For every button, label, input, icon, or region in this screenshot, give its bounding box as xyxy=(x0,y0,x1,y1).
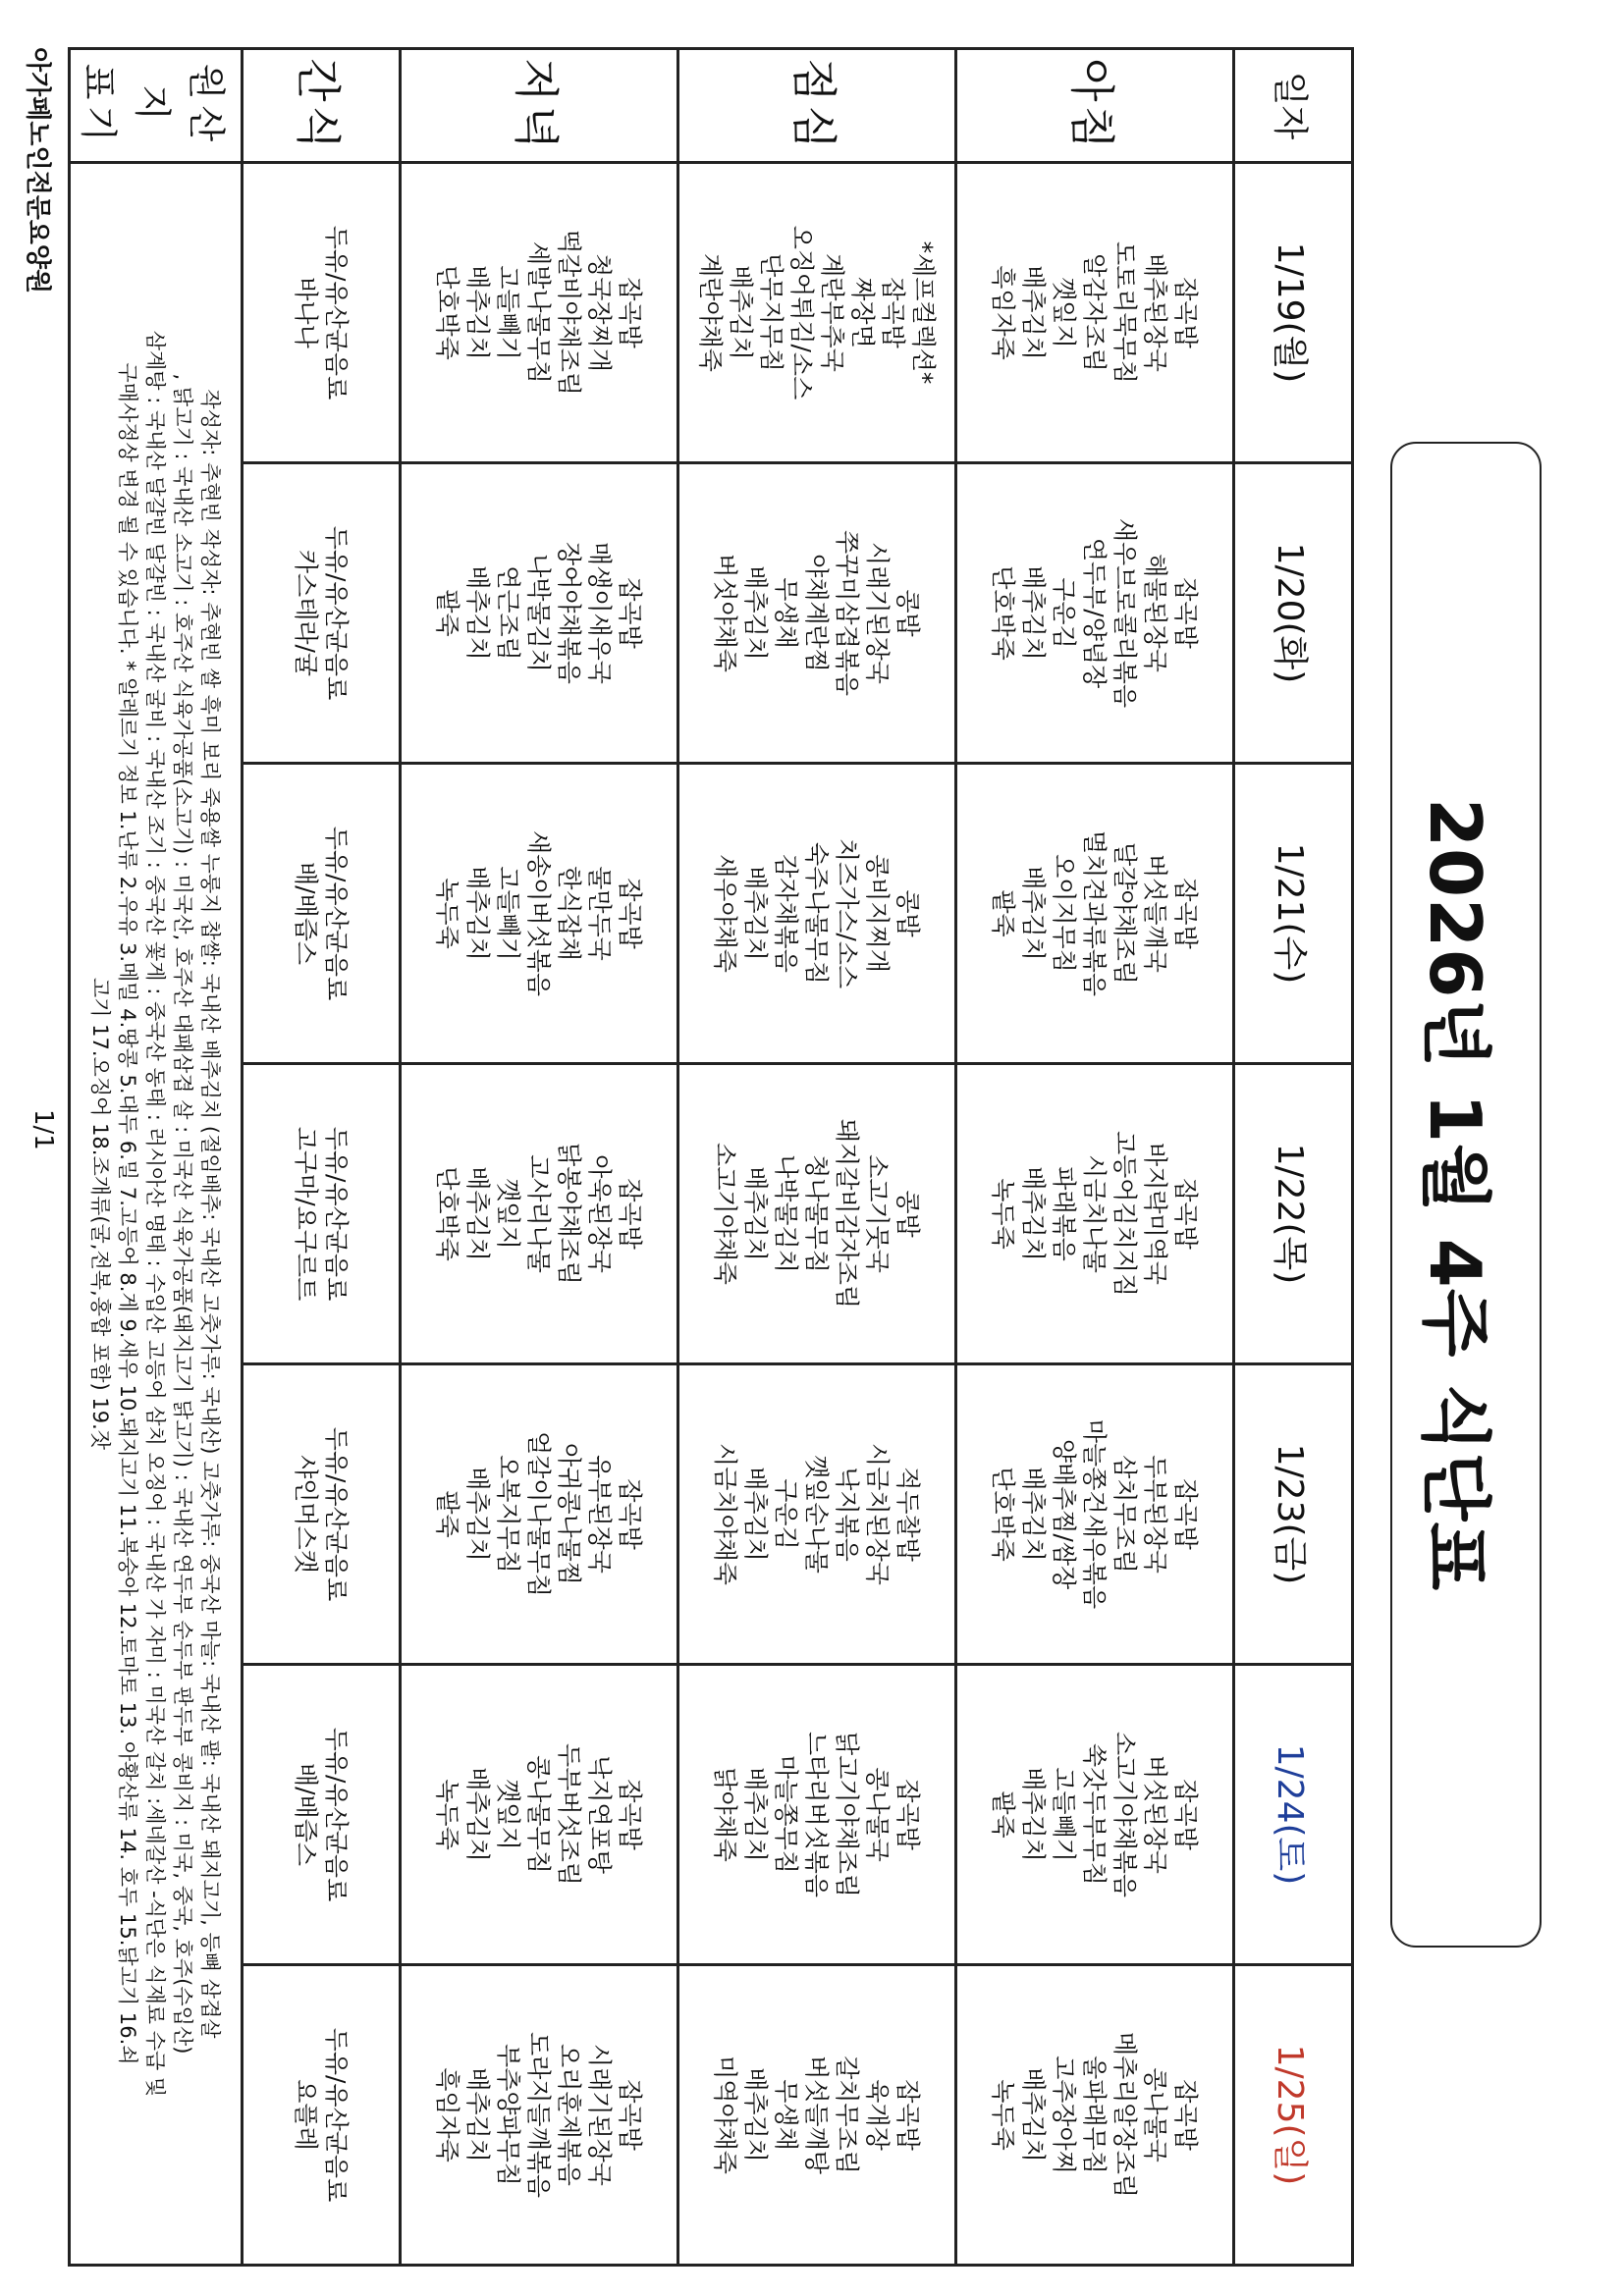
menu-item: 나박물김치 xyxy=(772,1154,801,1273)
menu-item: 오징어튀김/소스 xyxy=(787,225,816,400)
menu-item: 단호박죽 xyxy=(433,265,462,360)
menu-item: 해물된장국 xyxy=(1141,554,1170,672)
menu-item: 두부버섯조림 xyxy=(555,1743,584,1886)
menu-item: 잡곡밥 xyxy=(1171,1178,1201,1250)
menu-item: 시금치나물 xyxy=(1080,1154,1110,1273)
menu-item: 마늘쫑무침 xyxy=(772,1755,801,1874)
menu-cell xyxy=(678,1364,956,1665)
menu-item: 새우브로콜리볶음 xyxy=(1110,517,1140,709)
menu-item: 오리훈제볶음 xyxy=(555,2044,584,2186)
menu-cell xyxy=(401,1665,678,1965)
menu-item: 울파래무침 xyxy=(1080,2056,1110,2174)
menu-item: 고들빼기 xyxy=(1050,1767,1079,1862)
menu-item: 연두부/양념장 xyxy=(1080,537,1110,689)
menu-item: 잡곡밥 xyxy=(616,878,645,949)
snack-item: 바나나 xyxy=(292,277,320,348)
menu-item: 구운김 xyxy=(1050,577,1079,649)
menu-item: 배추김치 xyxy=(1019,565,1049,661)
menu-item: 팥죽 xyxy=(989,1790,1018,1839)
menu-item: 배추김치 xyxy=(463,866,493,961)
menu-item: 고추장아찌 xyxy=(1050,2056,1079,2174)
snack-item: 카스테라/귤 xyxy=(292,549,320,677)
menu-item: 녹두죽 xyxy=(433,878,462,949)
menu-item: 마늘쫑건새우볶음 xyxy=(1080,1418,1110,1610)
menu-item: 오이지무침 xyxy=(1050,854,1079,973)
menu-item: 콩밥 xyxy=(893,589,923,637)
menu-item: 단호박죽 xyxy=(989,565,1018,661)
menu-item: 육개장 xyxy=(863,2079,893,2151)
menu-item: 닭야채죽 xyxy=(711,1767,740,1862)
menu-item: 새우야채죽 xyxy=(711,854,740,973)
menu-cell xyxy=(678,1665,956,1965)
snack-cell xyxy=(243,1064,401,1364)
menu-item: 잡곡밥 xyxy=(616,1178,645,1250)
menu-cell xyxy=(401,1064,678,1364)
meal-label: 저녁 xyxy=(401,49,678,163)
menu-item: 콩비지찌개 xyxy=(863,854,893,973)
menu-item: 소고기야채죽 xyxy=(711,1143,740,1285)
menu-item: 달걀야채조림 xyxy=(1110,842,1140,985)
menu-item: 시래기된장국 xyxy=(585,2044,615,2186)
origin-line: 작성자: 추현빈 작성자: 추현빈 쌀 흑미 보리 죽용쌀 누룽지 찹쌀: 국내산 배추김치 (절임배추: 국내산 고춧가루: 국내산) 고춧가루: 중국산 마늘: 국내산 팥: 국내산 돼지고기, 등뼈 삼겹살 xyxy=(198,389,223,2039)
snack-item: 두유/유산균음료 xyxy=(322,1426,351,1602)
snack-cell xyxy=(243,163,401,463)
snack-cell xyxy=(243,1665,401,1965)
menu-item: 소고기뭇국 xyxy=(863,1154,893,1273)
menu-item: 배추김치 xyxy=(1019,2067,1049,2163)
menu-item: 미역야채죽 xyxy=(711,2056,740,2174)
origin-notes xyxy=(70,163,243,2266)
menu-item: 버섯들깨탕 xyxy=(802,2056,832,2174)
menu-cell xyxy=(678,764,956,1064)
menu-cell xyxy=(956,1364,1234,1665)
menu-cell xyxy=(401,1965,678,2266)
menu-item: 고들빼기 xyxy=(494,866,523,961)
menu-cell xyxy=(956,1064,1234,1364)
meal-row xyxy=(401,49,678,2266)
menu-item: 물만두국 xyxy=(585,866,615,961)
menu-item: 잡곡밥 xyxy=(1171,1478,1201,1550)
menu-item: 버섯된장국 xyxy=(1141,1755,1170,1874)
menu-item: 배추김치 xyxy=(741,866,771,961)
menu-item: 배추김치 xyxy=(463,2067,493,2163)
menu-item: 잡곡밥 xyxy=(893,2079,923,2151)
menu-item: 멸치견과류볶음 xyxy=(1080,829,1110,997)
menu-item: 적두찰밥 xyxy=(893,1467,923,1562)
day-header: 1/25(일) xyxy=(1234,1965,1353,2266)
menu-item: 청국장찌개 xyxy=(585,253,615,372)
menu-item: 두부된장국 xyxy=(1141,1455,1170,1574)
snack-label: 간식 xyxy=(243,49,401,163)
menu-item: 흑임자죽 xyxy=(989,265,1018,360)
menu-item: 돼지갈비감자조림 xyxy=(833,1118,862,1309)
menu-item: 쑥갓두부무침 xyxy=(1080,1743,1110,1886)
snack-item: 배/배즙스 xyxy=(292,861,320,966)
menu-item: 숙주나물무침 xyxy=(802,842,832,985)
snack-cell xyxy=(243,1364,401,1665)
snack-item: 두유/유산균음료 xyxy=(322,826,351,1001)
menu-item: 배추김치 xyxy=(1019,265,1049,360)
menu-item: 잡곡밥 xyxy=(616,577,645,649)
menu-item: 메추리알장조림 xyxy=(1110,2031,1140,2199)
menu-item: 배추김치 xyxy=(1019,1467,1049,1562)
snack-item: 두유/유산균음료 xyxy=(322,1727,351,1902)
menu-item: 콩나물국 xyxy=(863,1767,893,1862)
snack-item: 두유/유산균음료 xyxy=(322,1126,351,1302)
menu-item: 깻잎지 xyxy=(494,1779,523,1850)
menu-item: 잡곡밥 xyxy=(1171,2079,1201,2151)
menu-cell xyxy=(678,1965,956,2266)
snack-item: 배/배즙스 xyxy=(292,1762,320,1867)
menu-item: 잡곡밥 xyxy=(616,2079,645,2151)
menu-item: 팥죽 xyxy=(433,589,462,637)
menu-item: *세프컬렉션* xyxy=(909,240,938,385)
menu-item: 도라지들깨볶음 xyxy=(524,2031,554,2199)
day-header: 1/23(금) xyxy=(1234,1364,1353,1665)
menu-item: 시금치된장국 xyxy=(863,1443,893,1585)
menu-item: 새송이버섯볶음 xyxy=(524,829,554,997)
weekly-menu-table xyxy=(68,47,1354,2267)
menu-item: 배추김치 xyxy=(741,1166,771,1261)
menu-cell xyxy=(678,1064,956,1364)
origin-line: 삼계탕 : 국내산 달걀빈 달걀빈 : 국내산 굴비 : 국내산 조기 : 중국산 꽃게 : 중국산 동태 : 러시아산 명태 : 수입산 고등어 삼치 오징어 : 국내산 가 자미 : 미국산 갈치 :세네갈산 -식단은 식재료 수급 및 xyxy=(143,330,168,2098)
menu-cell xyxy=(401,764,678,1064)
menu-cell xyxy=(956,764,1234,1064)
origin-line: 고기 17.오징어 18.조개류(굴,전복,홍합 포함) 19.잣 xyxy=(88,977,113,1451)
menu-item: 나박물김치 xyxy=(524,554,554,672)
menu-item: 깻잎지 xyxy=(1050,277,1079,348)
menu-item: 갈치무조림 xyxy=(833,2056,862,2174)
menu-item: 버섯야채죽 xyxy=(711,554,740,672)
menu-item: 배추김치 xyxy=(463,1467,493,1562)
menu-item: 느타리버섯볶음 xyxy=(802,1731,832,1898)
menu-item: 알감자조림 xyxy=(1080,253,1110,372)
menu-item: 청나물무침 xyxy=(802,1154,832,1273)
menu-cell xyxy=(401,463,678,764)
snack-item: 고구마/요구르트 xyxy=(292,1126,320,1302)
menu-item: 무생채 xyxy=(772,2079,801,2151)
menu-item: 잡곡밥 xyxy=(1171,277,1201,348)
menu-item: 소고기야채볶음 xyxy=(1110,1731,1140,1898)
menu-item: 고사리나물 xyxy=(524,1154,554,1273)
origin-label: 원산지 표기 xyxy=(70,49,243,163)
menu-item: 아욱된장국 xyxy=(585,1154,615,1273)
menu-item: 배추김치 xyxy=(741,565,771,661)
menu-item: 배추김치 xyxy=(1019,1767,1049,1862)
menu-item: 잡곡밥 xyxy=(616,1478,645,1550)
menu-item: 배추김치 xyxy=(741,1767,771,1862)
snack-item: 두유/유산균음료 xyxy=(322,2027,351,2203)
page-title: 2026년 1월 4주 식단표 xyxy=(1414,797,1496,1592)
origin-line: 구매사정상 변경 될 수 있습니다. * 알레르기 정보 1.난류 2.우유 3.메밀 4.땅콩 5.대두 6.밀 7.고등어 8.게 9.새우 10.돼지고기 11.복숭아 12.토마토 13. 아황산류 14. 호두 15.닭고기 16.쇠 xyxy=(116,362,140,2065)
menu-item: 흑임자죽 xyxy=(433,2067,462,2163)
menu-item: 단호박죽 xyxy=(989,1467,1018,1562)
snack-item: 두유/유산균음료 xyxy=(322,225,351,400)
menu-item: 얼갈이나물무침 xyxy=(524,1430,554,1598)
menu-item: 한식잡채 xyxy=(555,866,584,961)
snack-item: 두유/유산균음료 xyxy=(322,525,351,701)
day-header: 1/22(목) xyxy=(1234,1064,1353,1364)
menu-item: 떡갈비야채조림 xyxy=(555,229,584,397)
menu-item: 배추된장국 xyxy=(1141,253,1170,372)
menu-item: 매생이새우국 xyxy=(585,542,615,684)
menu-item: 짜장면 xyxy=(848,277,877,348)
menu-item: 오복지무침 xyxy=(494,1455,523,1574)
menu-item: 쭈꾸미삼겹볶음 xyxy=(833,529,862,697)
menu-item: 야채계란찜 xyxy=(802,554,832,672)
menu-item: 녹두죽 xyxy=(989,1178,1018,1250)
menu-item: 치즈가스/소스 xyxy=(833,837,862,989)
menu-item: 고등어김치지짐 xyxy=(1110,1130,1140,1298)
menu-item: 부추양파무침 xyxy=(494,2044,523,2186)
menu-cell xyxy=(401,1364,678,1665)
menu-item: 낙지연포탕 xyxy=(585,1755,615,1874)
menu-item: 닭고기야채조림 xyxy=(833,1731,862,1898)
snack-item: 샤인머스캣 xyxy=(292,1455,320,1574)
menu-item: 잡곡밥 xyxy=(1171,577,1201,649)
meal-label: 아침 xyxy=(956,49,1234,163)
menu-item: 깻잎지 xyxy=(494,1178,523,1250)
menu-item: 팥죽 xyxy=(989,889,1018,937)
menu-item: 배추김치 xyxy=(463,1166,493,1261)
menu-item: 잡곡밥 xyxy=(893,1779,923,1850)
menu-item: 계란야채죽 xyxy=(696,253,725,372)
menu-item: 구운김 xyxy=(772,1478,801,1550)
day-header: 1/20(화) xyxy=(1234,463,1353,764)
origin-line: , 닭고기 : 국내산 소고기 : 호주산 식육가공품(소고기) : 미국산, 호주산 대패삼겹 살 : 미국산 식육가공품(돼지고기 닭고기) : 국내산 연두부 순두부 판두부 콩비지 : 미국, 중국, 호주(수입산) xyxy=(171,373,195,2055)
menu-cell xyxy=(956,163,1234,463)
date-header-label: 일자 xyxy=(1234,49,1353,163)
menu-item: 콩밥 xyxy=(893,889,923,937)
menu-item: 잡곡밥 xyxy=(879,277,907,348)
day-header: 1/19(월) xyxy=(1234,163,1353,463)
menu-item: 고들빼기 xyxy=(494,265,523,360)
menu-item: 잡곡밥 xyxy=(616,1779,645,1850)
menu-item: 잡곡밥 xyxy=(1171,878,1201,949)
menu-item: 바지락미역국 xyxy=(1141,1143,1170,1285)
snack-cell xyxy=(243,764,401,1064)
menu-item: 시금치야채죽 xyxy=(711,1443,740,1585)
menu-item: 콩나물무침 xyxy=(524,1755,554,1874)
menu-item: 잡곡밥 xyxy=(616,277,645,348)
menu-item: 팥죽 xyxy=(433,1490,462,1538)
menu-item: 단호박죽 xyxy=(433,1166,462,1261)
menu-item: 단무지무침 xyxy=(757,253,785,372)
day-header: 1/21(수) xyxy=(1234,764,1353,1064)
snack-row xyxy=(243,49,401,2266)
menu-item: 아귀콩나물찜 xyxy=(555,1443,584,1585)
menu-item: 배추김치 xyxy=(463,1767,493,1862)
meal-row xyxy=(678,49,956,2266)
menu-cell xyxy=(401,163,678,463)
menu-item: 배추김치 xyxy=(741,1467,771,1562)
menu-item: 배추김치 xyxy=(1019,1166,1049,1261)
menu-item: 장어야채볶음 xyxy=(555,542,584,684)
origin-row xyxy=(70,49,243,2266)
menu-item: 낙지볶음 xyxy=(833,1467,862,1562)
menu-item: 시래기된장국 xyxy=(863,542,893,684)
facility-name: 아가페노인전문요양원 xyxy=(23,47,52,294)
page-number: 1/1 xyxy=(28,1109,58,1150)
menu-item: 양배추찜/쌈장 xyxy=(1050,1438,1079,1590)
menu-item: 연근조림 xyxy=(494,565,523,661)
menu-item: 녹두죽 xyxy=(433,1779,462,1850)
menu-cell xyxy=(956,463,1234,764)
menu-item: 배추김치 xyxy=(463,265,493,360)
menu-item: 감자채볶음 xyxy=(772,854,801,973)
date-header-row xyxy=(1234,49,1353,2266)
day-header: 1/24(토) xyxy=(1234,1665,1353,1965)
menu-item: 도토리묵무침 xyxy=(1110,241,1140,384)
snack-cell xyxy=(243,1965,401,2266)
menu-item: 삼치무조림 xyxy=(1110,1455,1140,1574)
menu-item: 계란부추국 xyxy=(818,253,846,372)
menu-item: 세발나물무침 xyxy=(524,241,554,384)
menu-item: 배추김치 xyxy=(1019,866,1049,961)
menu-item: 파래볶음 xyxy=(1050,1166,1079,1261)
snack-item: 요플레 xyxy=(292,2079,320,2151)
menu-item: 녹두죽 xyxy=(989,2079,1018,2151)
menu-item: 유부된장국 xyxy=(585,1455,615,1574)
menu-item: 무생채 xyxy=(772,577,801,649)
menu-item: 잡곡밥 xyxy=(1171,1779,1201,1850)
menu-cell xyxy=(956,1665,1234,1965)
meal-row xyxy=(956,49,1234,2266)
title-box xyxy=(1390,442,1542,1948)
menu-cell xyxy=(678,463,956,764)
menu-cell xyxy=(956,1965,1234,2266)
menu-item: 배추김치 xyxy=(741,2067,771,2163)
menu-item: 콩나물국 xyxy=(1141,2067,1170,2163)
menu-item: 버섯들깨국 xyxy=(1141,854,1170,973)
meal-label: 점심 xyxy=(678,49,956,163)
menu-item: 닭봉야채조림 xyxy=(555,1143,584,1285)
snack-cell xyxy=(243,463,401,764)
menu-item: 배추김치 xyxy=(727,265,755,360)
menu-item: 배추김치 xyxy=(463,565,493,661)
menu-item: 깻잎순나물 xyxy=(802,1455,832,1574)
menu-item: 콩밥 xyxy=(893,1190,923,1238)
menu-cell xyxy=(678,163,956,463)
